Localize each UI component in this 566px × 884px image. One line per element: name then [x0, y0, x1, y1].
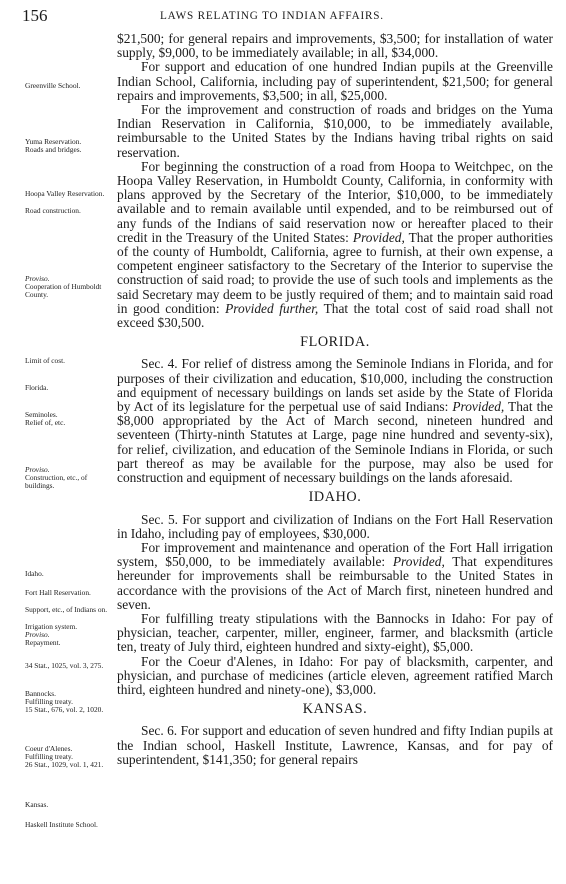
- note-construction-buildings: Construction, etc., of buildings.: [25, 473, 88, 491]
- note-bannocks: Bannocks.: [25, 689, 56, 698]
- paragraph-idaho-sec5: Sec. 5. For support and civilization of Indians on the Fort Hall Reservation in Idaho, including pay of employees, $30,000.: [117, 511, 553, 541]
- heading-florida: FLORIDA.: [300, 334, 370, 351]
- note-proviso-text: Proviso.: [25, 274, 50, 283]
- paragraph-greenville: For support and education of one hundred Indian pupils at the Greenville Indian School, California, including pay of superintendent, $21,500; for general repairs and improvements, $3,500; in all, $25,000.: [117, 59, 553, 103]
- body-text: [117, 32, 553, 767]
- note-limit-of-cost: Limit of cost.: [25, 356, 66, 365]
- proviso-italic: Provided,: [352, 229, 405, 245]
- note-road-construction: Road construction.: [25, 206, 81, 215]
- paragraph: $21,500; for general repairs and improvements, $3,500; for installation of water supply, $9,000, to be immediately available; in all, $34,000.: [117, 31, 553, 61]
- paragraph-bannocks: For fulfilling treaty stipulations with the Bannocks in Idaho: For pay of physician, teacher, carpenter, miller, engineer, farmer, and blacksmith (article ten, treaty of July third, eighteen hundred and sixty-eight), $5,000.: [117, 610, 553, 655]
- note-repayment: Repayment.: [25, 638, 61, 647]
- note-fulfilling-treaty: Fulfilling treaty.: [25, 697, 73, 706]
- paragraph-idaho-irrigation: [117, 541, 553, 612]
- text-run: Sec. 4. For relief of distress among the Seminole Indians in Florida, and for purposes of their civilization and education, $10,000, including the construction and equipment of necessary buildings on lands set aside by the State of Florida by Act of its legislature for the perpetual use of said Indians:: [117, 356, 553, 415]
- heading-idaho: IDAHO.: [308, 489, 362, 506]
- note-proviso-text: Proviso.: [25, 630, 50, 639]
- note-yuma: Yuma Reservation.: [25, 137, 82, 146]
- text-run: For beginning the construction of a road from Hoopa to Weitchpec, on the Hoopa Valley Reservation, in Humboldt County, California, in conformity with plans approved by the Secretary of the Interior, $10,000, to be immediately available and to remain available until expended, and to be reimbursed out of any funds of the Indians of said reservation now or hereafter placed to their credit in the Treasury of the United States:: [117, 158, 553, 245]
- note-roads-bridges: Roads and bridges.: [25, 145, 82, 154]
- proviso-italic: Provided further,: [225, 300, 319, 316]
- text-run: That the proper authorities of the county of Humboldt, California, agree to furnish, at their own expense, a competent engineer satisfactory to the Secretary of the Interior to supervise the construction of said road; to provide the use of such tools and implements as the said Secretary may deem to be justly required of them; and to maintain said road in good condition:: [117, 229, 553, 316]
- note-coeur-dalenes: Coeur d'Alenes.: [25, 744, 73, 753]
- note-cooperation: Cooperation of Humboldt County.: [25, 282, 102, 300]
- note-statute-citation: 26 Stat., 1029, vol. 1, 421.: [25, 760, 104, 769]
- proviso-italic: Provided,: [452, 399, 505, 415]
- note-hoopa: Hoopa Valley Reservation.: [25, 189, 105, 198]
- text-run: That the $8,000 appropriated by the Act of March second, nineteen hundred and seventeen (Thirty-ninth Statutes at Large, page nine hundred and seventy-six), for relief, civilization, and education of the Seminole Indians in Florida, or such part thereof as may be available for the purpose, may also be used for construction and equipment of necessary buildings on the lands aforesaid.: [117, 399, 553, 486]
- note-kansas: Kansas.: [25, 800, 49, 809]
- note-greenville: Greenville School.: [25, 81, 81, 90]
- paragraph-coeur-dalenes: For the Coeur d'Alenes, in Idaho: For pay of blacksmith, carpenter, and physician, and purchase of medicines (article eleven, agreement ratified March third, eighteen hundred and ninety-one), $3,000.: [117, 653, 553, 697]
- note-idaho: Idaho.: [25, 569, 44, 578]
- page-number: 156: [22, 6, 48, 25]
- note-relief: Relief of, etc.: [25, 418, 66, 427]
- text-run: That the total cost of said road shall not exceed $30,500.: [117, 300, 553, 331]
- note-irrigation: Irrigation system.: [25, 622, 78, 631]
- running-head: LAWS RELATING TO INDIAN AFFAIRS.: [160, 10, 384, 22]
- note-fulfilling-treaty: Fulfilling treaty.: [25, 752, 73, 761]
- note-florida: Florida.: [25, 383, 49, 392]
- note-seminoles: Seminoles.: [25, 410, 58, 419]
- proviso-italic: Provided,: [392, 554, 445, 570]
- note-fort-hall: Fort Hall Reservation.: [25, 588, 91, 597]
- paragraph-yuma: For the improvement and construction of roads and bridges on the Yuma Indian Reservation in California, $10,000, to be immediately available, reimbursable to the United States by the Indians having tribal rights on said reservation.: [117, 102, 553, 160]
- text-run: That expenditures hereunder for improvements shall be reimbursable to the United States in accordance with the provisions of the Act of March first, nineteen hundred and seven.: [117, 554, 553, 612]
- note-statute-citation: 34 Stat., 1025, vol. 3, 275.: [25, 661, 104, 670]
- paragraph-florida: [117, 357, 553, 485]
- note-statute-citation: 15 Stat., 676, vol. 2, 1020.: [25, 705, 104, 714]
- note-support-indians: Support, etc., of Indians on.: [25, 605, 108, 614]
- note-proviso-text: Proviso.: [25, 465, 50, 474]
- note-haskell: Haskell Institute School.: [25, 820, 98, 829]
- text-run: For improvement and maintenance and operation of the Fort Hall irrigation system, $50,000, to be immediately available:: [117, 539, 553, 570]
- paragraph-kansas: Sec. 6. For support and education of seven hundred and fifty Indian pupils at the Indian school, Haskell Institute, Lawrence, Kansas, and for pay of superintendent, $141,350; for general repairs: [117, 723, 553, 767]
- paragraph-hoopa: [117, 160, 553, 330]
- heading-kansas: KANSAS.: [302, 701, 368, 718]
